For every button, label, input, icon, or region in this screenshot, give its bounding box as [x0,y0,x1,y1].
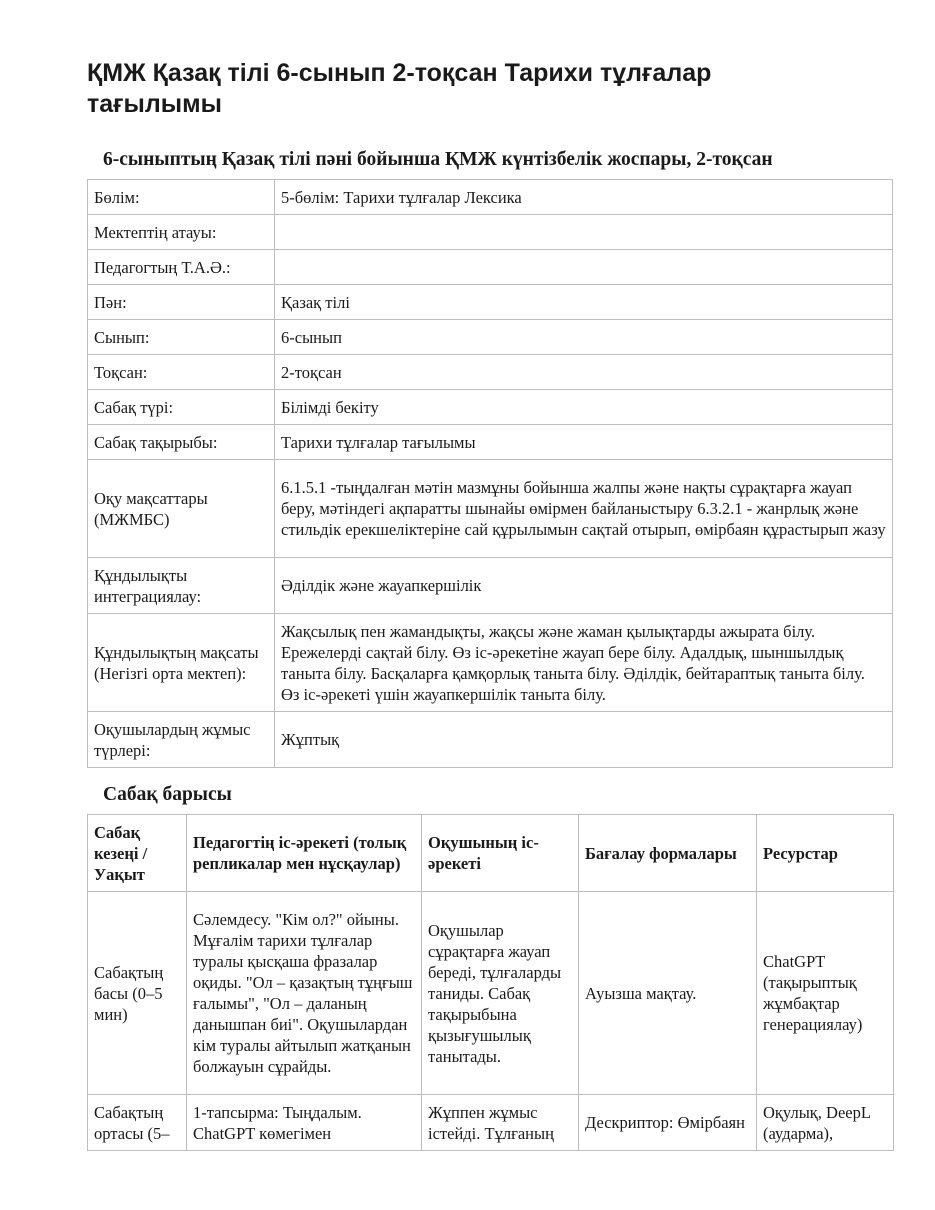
student-activity-cell: Жұппен жұмыс істейді. Тұлғаның [422,1095,579,1151]
table-row [88,460,893,558]
info-label: Құндылықтың мақсаты (Негізгі орта мектеп): [88,614,275,712]
info-value [275,215,893,250]
table-row [88,250,893,285]
table-header-row [88,815,894,892]
info-value: Білімді бекіту [275,390,893,425]
column-header-stage: Сабақ кезеңі / Уақыт [88,815,187,892]
table-row [88,712,893,768]
table-row [88,215,893,250]
info-label: Бөлім: [88,180,275,215]
info-value: Жұптық [275,712,893,768]
info-label: Сабақ түрі: [88,390,275,425]
column-header-assessment: Бағалау формалары [579,815,757,892]
table-row [88,425,893,460]
info-value [275,250,893,285]
info-label: Мектептің атауы: [88,215,275,250]
info-value: 2-тоқсан [275,355,893,390]
column-header-student-activity: Оқушының іс-әрекеті [422,815,579,892]
resources-cell: Оқулық, DeepL (аударма), [757,1095,894,1151]
info-label: Оқушылардың жұмыс түрлері: [88,712,275,768]
info-value: 6-сынып [275,320,893,355]
info-value: Жақсылық пен жамандықты, жақсы және жаман қылықтарды ажырата білу. Ережелерді сақтай білу. Өз іс-әрекетіне жауап бере білу. Адалдық, шыншылдық таныта білу. Басқаларға қамқорлық таныта білу. Әділдік, бейтараптық таныта білу. Өз іс-әрекеті үшін жауапкершілік таныта білу. [275,614,893,712]
table-row [88,558,893,614]
info-value: Тарихи тұлғалар тағылымы [275,425,893,460]
info-label: Оқу мақсаттары (МЖМБС) [88,460,275,558]
info-value: Қазақ тілі [275,285,893,320]
info-value: 5-бөлім: Тарихи тұлғалар Лексика [275,180,893,215]
table-row [88,355,893,390]
table-row [88,614,893,712]
info-label: Құндылықты интеграциялау: [88,558,275,614]
teacher-activity-cell: 1-тапсырма: Тыңдалым. ChatGPT көмегімен [187,1095,422,1151]
lesson-info-table [87,179,893,768]
teacher-activity-cell: Сәлемдесу. "Кім ол?" ойыны. Мұғалім тарихи тұлғалар туралы қысқаша фразалар оқиды. "Ол – қазақтың тұңғыш ғалымы", "Ол – даланың данышпан биі". Оқушылардан кім туралы айтылып жатқанын болжауын сұрайды. [187,892,422,1095]
info-label: Тоқсан: [88,355,275,390]
table-row [88,320,893,355]
info-label: Сабақ тақырыбы: [88,425,275,460]
assessment-cell: Дескриптор: Өмірбаян [579,1095,757,1151]
plan-subtitle: 6-сыныптың Қазақ тілі пәні бойынша ҚМЖ күнтізбелік жоспары, 2-тоқсан [103,149,773,170]
column-header-resources: Ресурстар [757,815,894,892]
stage-cell: Сабақтың басы (0–5 мин) [88,892,187,1095]
table-row [88,892,894,1095]
table-row [88,1095,894,1151]
resources-cell: ChatGPT (тақырыптық жұмбақтар генерациялау) [757,892,894,1095]
page-title: ҚМЖ Қазақ тілі 6-сынып 2-тоқсан Тарихи тұлғалар тағылымы [87,59,712,118]
info-label: Пән: [88,285,275,320]
table-row [88,390,893,425]
column-header-teacher-activity: Педагогтің іс-әрекеті (толық репликалар мен нұсқаулар) [187,815,422,892]
info-label: Педагогтың Т.А.Ә.: [88,250,275,285]
info-value: 6.1.5.1 -тыңдалған мәтін мазмұны бойынша жалпы және нақты сұрақтарға жауап беру, мәтіндегі ақпаратты шынайы өмірмен байланыстыру 6.3.2.1 - жанрлық және стильдік ерекшеліктеріне сай құрылымын сақтай отырып, өмірбаян құрастырып жазу [275,460,893,558]
lesson-process-heading: Сабақ барысы [103,784,232,805]
table-row [88,180,893,215]
table-row [88,285,893,320]
stage-cell: Сабақтың ортасы (5– [88,1095,187,1151]
info-label: Сынып: [88,320,275,355]
assessment-cell: Ауызша мақтау. [579,892,757,1095]
info-value: Әділдік және жауапкершілік [275,558,893,614]
student-activity-cell: Оқушылар сұрақтарға жауап береді, тұлғаларды таниды. Сабақ тақырыбына қызығушылық танытады. [422,892,579,1095]
lesson-process-table [87,814,894,1151]
